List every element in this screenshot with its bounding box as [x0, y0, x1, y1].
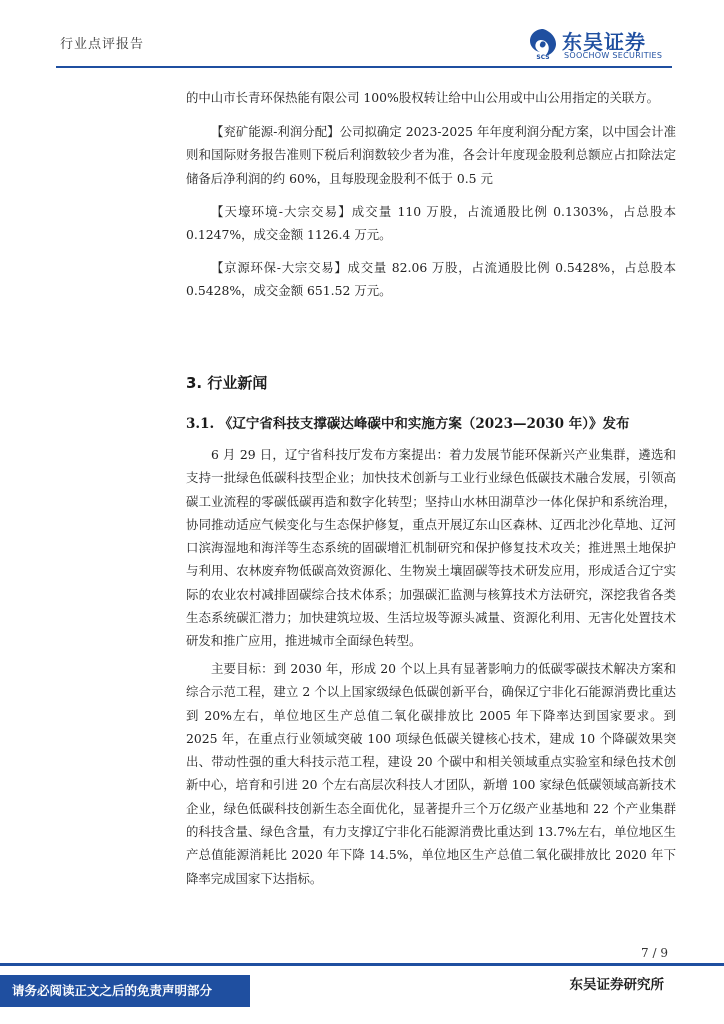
report-type-label: 行业点评报告	[60, 37, 145, 52]
paragraph-yankuang: 【兖矿能源-利润分配】公司拟确定 2023-2025 年年度利润分配方案，以中国会计准则和国际财务报告准则下税后利润数较少者为准，各会计年度现金股利总额应占扣除法定储备后净利润的约 60%，且每股现金股利不低于 0.5 元	[186, 124, 676, 186]
paragraph-tianhao: 【天壕环境-大宗交易】成交量 110 万股，占流通股比例 0.1303%，占总股本 0.1247%，成交金额 1126.4 万元。	[186, 204, 676, 243]
subsection-title: 3.1. 《辽宁省科技支撑碳达峰碳中和实施方案（2023—2030 年）》发布	[186, 416, 630, 432]
paragraph-jingyuan: 【京源环保-大宗交易】成交量 82.06 万股，占流通股比例 0.5428%，占总股本 0.5428%，成交金额 651.52 万元。	[186, 260, 676, 299]
disclaimer-banner: 请务必阅读正文之后的免责声明部分	[0, 975, 250, 1007]
footer-divider	[0, 963, 724, 966]
logo-english-name: SOOCHOW SECURITIES	[564, 51, 663, 60]
news-body-paragraph-2: 主要目标：到 2030 年，形成 20 个以上具有显著影响力的低碳零碳技术解决方案和综合示范工程，建立 2 个以上国家级绿色低碳创新平台，确保辽宁非化石能源消费比重达到 20%左右，单位地区生产总值二氧化碳排放比 2005 年下降率达到国家要求。到 2025 年，在重点行业领域突破 100 项绿色低碳关键核心技术，建成 10 个降碳效果突出、带动性强的重大科技示范工程，建设 20 个碳中和相关领域重点实验室和绿色技术创新中心，培育和引进 20 个左右高层次科技人才团队，新增 100 家绿色低碳领域高新技术企业，绿色低碳科技创新生态全面优化，显著提升三个万亿级产业基地和 22 个产业集群的科技含量、绿色含量，有力支撑辽宁非化石能源消费比重达到 13.7%左右，单位地区生产总值能源消耗比 2020 年下降 14.5%，单位地区生产总值二氧化碳排放比 2020 年下降率完成国家下达指标。	[186, 661, 676, 886]
institute-name: 东吴证券研究所	[569, 977, 664, 993]
logo-mark-icon	[528, 28, 558, 60]
company-logo	[528, 28, 678, 62]
news-body-paragraph-1: 6 月 29 日，辽宁省科技厅发布方案提出：着力发展节能环保新兴产业集群，遴选和支持一批绿色低碳科技型企业；加快技术创新与工业行业绿色低碳技术融合发展，引领高碳工业流程的零碳低碳再造和数字化转型；坚持山水林田湖草沙一体化保护和系统治理，协同推动适应气候变化与生态保护修复，重点开展辽东山区森林、辽西北沙化草地、辽河口滨海湿地和海洋等生态系统的固碳增汇机制研究和保护修复技术攻关；推进黑土地保护与利用、农林废弃物低碳高效资源化、生物炭土壤固碳等技术研发应用，形成适合辽宁实际的农业农村减排固碳综合技术体系；加强碳汇监测与核算技术方法研究，深挖我省各类生态系统碳汇潜力；加快建筑垃圾、生活垃圾等源头减量、资源化利用、无害化处置技术研发和推广应用，推进城市全面绿色转型。	[186, 447, 676, 649]
page-number: 7 / 9	[641, 946, 668, 960]
paragraph-continuation: 的中山市长青环保热能有限公司 100%股权转让给中山公用或中山公用指定的关联方。	[186, 90, 660, 105]
header-divider	[56, 66, 672, 68]
section-title: 3. 行业新闻	[186, 374, 268, 392]
logo-chinese-name: 东吴证券	[562, 30, 646, 54]
logo-mark-text: SCS	[536, 54, 550, 60]
